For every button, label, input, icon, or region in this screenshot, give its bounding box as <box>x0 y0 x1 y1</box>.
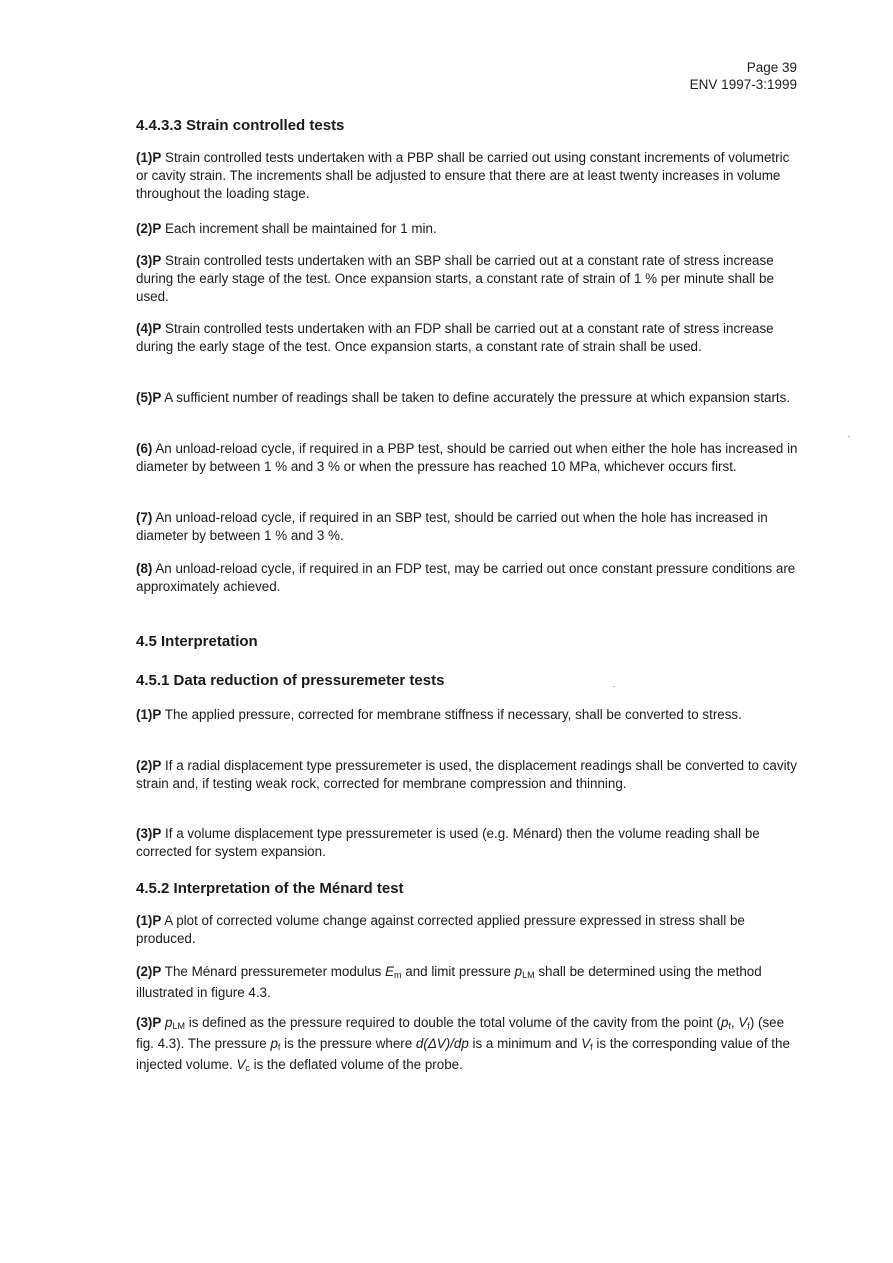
section-heading-4-5: 4.5 Interpretation <box>136 633 258 650</box>
derivative-expression: d(ΔV)/dp <box>415 1036 469 1051</box>
clause-text: The applied pressure, corrected for membrane stiffness if necessary, shall be converted to stress. <box>161 707 742 722</box>
vf-subscript: f <box>590 1042 593 1052</box>
pf-symbol: p <box>720 1015 729 1030</box>
vf-subscript: f <box>747 1021 750 1031</box>
paragraph-4-4-3-3-6 <box>136 440 804 476</box>
page-header <box>690 59 797 93</box>
clause-label: (3)P <box>136 826 162 841</box>
clause-text: A plot of corrected volume change against corrected applied pressure expressed in stress shall be produced. <box>136 913 745 946</box>
clause-label: (2)P <box>136 758 162 773</box>
section-heading-4-4-3-3: 4.4.3.3 Strain controlled tests <box>136 117 345 134</box>
page-number: Page 39 <box>746 60 797 75</box>
clause-label: (5)P <box>136 390 162 405</box>
clause-label: (8) <box>136 561 153 576</box>
clause-text: and limit pressure <box>401 964 515 979</box>
clause-text: , <box>730 1015 739 1030</box>
clause-text: Strain controlled tests undertaken with an FDP shall be carried out at a constant rate of stress increase during the early stage of the test. Once expansion starts, a constant rate of strain shall be used. <box>136 321 774 354</box>
pf-subscript: f <box>728 1021 731 1031</box>
vf-symbol: V <box>738 1015 748 1030</box>
modulus-symbol: E <box>385 964 395 979</box>
clause-text: is the corresponding value of the injected volume. <box>136 1036 790 1072</box>
vc-symbol: V <box>236 1057 246 1072</box>
clause-text: shall be determined using the method illustrated in figure 4.3. <box>136 964 762 1000</box>
clause-text: If a volume displacement type pressuremeter is used (e.g. Ménard) then the volume reading shall be corrected for system expansion. <box>136 826 760 859</box>
paragraph-4-4-3-3-4 <box>136 320 804 356</box>
paragraph-4-5-2-2 <box>136 963 804 1002</box>
clause-label: (3)P <box>136 253 162 268</box>
clause-text: ) (see fig. 4.3). The pressure <box>136 1015 785 1051</box>
clause-text: Each increment shall be maintained for 1 min. <box>161 221 437 236</box>
pf-symbol: p <box>270 1036 278 1051</box>
clause-text: If a radial displacement type pressuremeter is used, the displacement readings shall be converted to cavity strain and, if testing weak rock, corrected for membrane compression and thinning. <box>136 758 797 791</box>
clause-text: is the pressure where <box>280 1036 416 1051</box>
clause-label: (4)P <box>136 321 162 336</box>
clause-label: (6) <box>136 441 153 456</box>
document-reference: ENV 1997-3:1999 <box>689 77 797 92</box>
limit-pressure-symbol: p <box>165 1015 173 1030</box>
vc-subscript: c <box>245 1063 250 1073</box>
clause-text: An unload-reload cycle, if required in an FDP test, may be carried out once constant pressure conditions are approximately achieved. <box>136 561 796 594</box>
limit-pressure-symbol: p <box>514 964 523 979</box>
clause-label: (3)P <box>136 1015 162 1030</box>
modulus-subscript: m <box>394 970 402 980</box>
clause-label: (1)P <box>136 913 162 928</box>
scan-speck <box>613 686 615 687</box>
clause-text: An unload-reload cycle, if required in a PBP test, should be carried out when either the hole has increased in diameter by between 1 % and 3 % or when the pressure has reached 10 MPa, whichever occurs first. <box>136 441 798 474</box>
section-heading-4-5-1: 4.5.1 Data reduction of pressuremeter tests <box>136 672 445 689</box>
paragraph-4-4-3-3-2 <box>136 220 804 238</box>
paragraph-4-5-1-3 <box>136 825 804 861</box>
clause-text: is defined as the pressure required to double the total volume of the cavity from the point ( <box>185 1015 721 1030</box>
clause-text: is a minimum and <box>468 1036 582 1051</box>
clause-text: Strain controlled tests undertaken with a PBP shall be carried out using constant increments of volumetric or cavity strain. The increments shall be adjusted to ensure that there are at least twenty increases in volume throughout the loading stage. <box>136 150 790 201</box>
scan-speck <box>848 436 850 437</box>
paragraph-4-5-2-3 <box>136 1014 804 1077</box>
clause-label: (1)P <box>136 707 162 722</box>
limit-pressure-subscript: LM <box>522 970 535 980</box>
limit-pressure-subscript: LM <box>172 1021 186 1031</box>
clause-text: Strain controlled tests undertaken with an SBP shall be carried out at a constant rate of stress increase during the early stage of the test. Once expansion starts, a constant rate of strain of 1 % per minute shall be used. <box>136 253 774 304</box>
vf-symbol: V <box>581 1036 591 1051</box>
clause-label: (1)P <box>136 150 162 165</box>
paragraph-4-4-3-3-5 <box>136 389 804 407</box>
clause-text: An unload-reload cycle, if required in an SBP test, should be carried out when the hole has increased in diameter by between 1 % and 3 %. <box>136 510 768 543</box>
pf-subscript: f <box>277 1042 281 1052</box>
clause-label: (2)P <box>136 964 162 979</box>
paragraph-4-5-1-1 <box>136 706 804 724</box>
clause-label: (7) <box>136 510 153 525</box>
paragraph-4-4-3-3-7 <box>136 509 804 545</box>
section-heading-4-5-2: 4.5.2 Interpretation of the Ménard test <box>136 880 404 897</box>
clause-text: is the deflated volume of the probe. <box>249 1057 463 1072</box>
paragraph-4-4-3-3-3 <box>136 252 804 306</box>
paragraph-4-4-3-3-1 <box>136 149 804 203</box>
paragraph-4-5-2-1 <box>136 912 804 948</box>
clause-text: A sufficient number of readings shall be taken to define accurately the pressure at which expansion starts. <box>161 390 791 405</box>
paragraph-4-5-1-2 <box>136 757 804 793</box>
clause-text: The Ménard pressuremeter modulus <box>161 964 386 979</box>
paragraph-4-4-3-3-8 <box>136 560 804 596</box>
clause-label: (2)P <box>136 221 162 236</box>
